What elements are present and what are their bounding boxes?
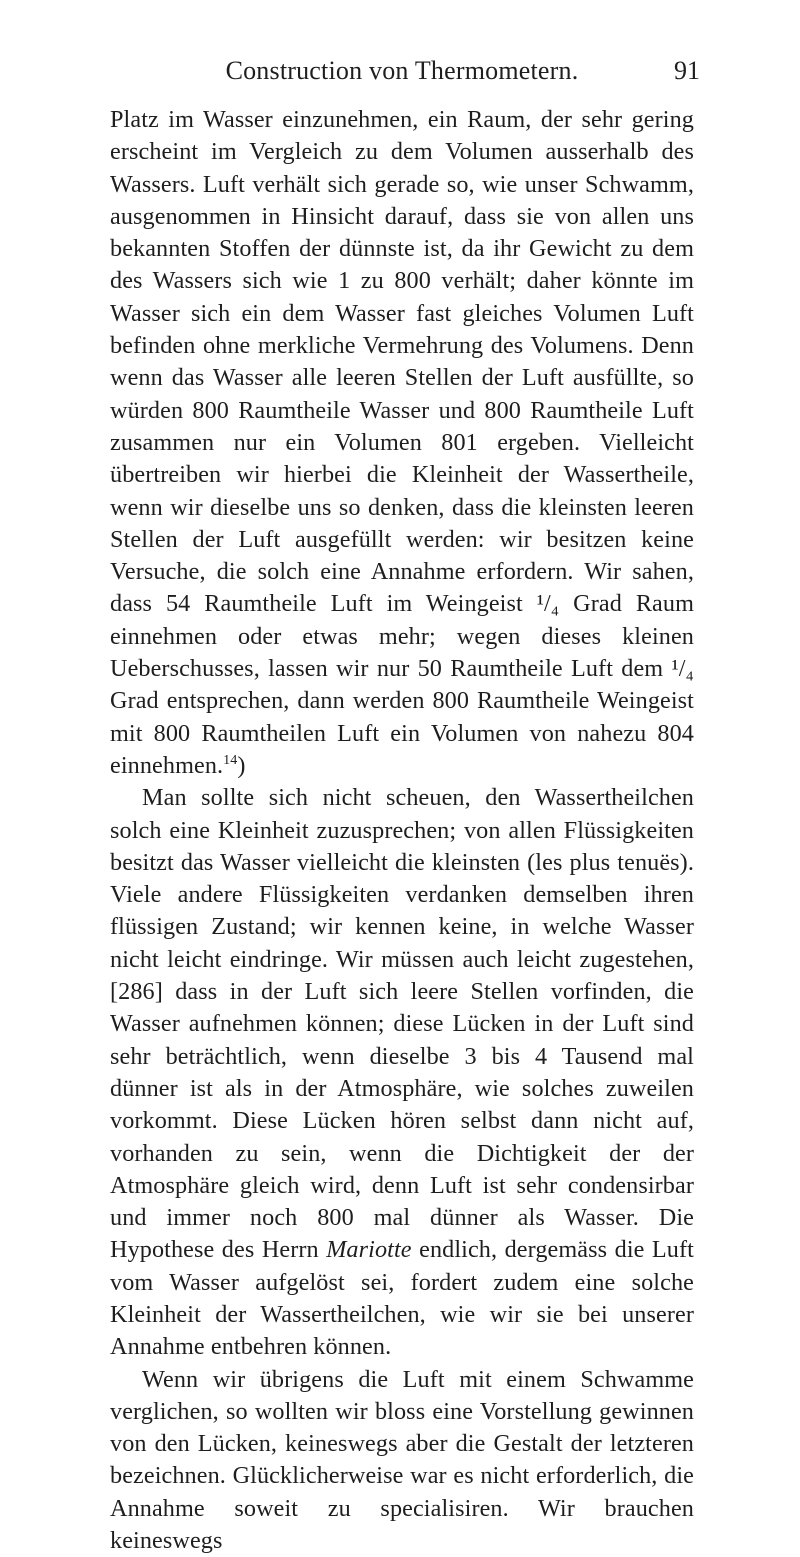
fraction-quarter: ¹/₄ (536, 591, 560, 618)
book-page (110, 56, 700, 1557)
fraction-quarter: ¹/₄ (671, 656, 694, 683)
person-name-italic: Mariotte (326, 1236, 412, 1264)
paragraph-3 (110, 1364, 694, 1557)
text-run: ) (237, 751, 246, 779)
running-head (110, 56, 700, 104)
text-run: endlich, dergemäss die Luft vom Wasser aufgelöst sei, fordert zudem eine solche Kleinheit der Wassertheilchen, wie wir sie bei unserer Annahme entbehren können. (110, 1236, 694, 1361)
paragraph-1 (110, 104, 694, 782)
paragraph-2 (110, 782, 694, 1363)
text-run: Platz im Wasser einzunehmen, ein Raum, der sehr gering erscheint im Vergleich zu dem Volumen ausserhalb des Wassers. Luft verhält sich gerade so, wie unser Schwamm, ausgenommen in Hinsicht darauf, dass sie von allen uns bekannten Stoffen der dünnste ist, da ihr Gewicht zu dem des Wassers sich wie 1 zu 800 verhält; daher könnte im Wasser sich ein dem Wasser fast gleiches Volumen Luft befinden ohne merkliche Vermehrung des Volumens. Denn wenn das Wasser alle leeren Stellen der Luft ausfüllte, so würden 800 Raumtheile Wasser und 800 Raumtheile Luft zusammen nur ein Volumen 801 ergeben. Vielleicht übertreiben wir hierbei die Kleinheit der Wassertheile, wenn wir dieselbe uns so denken, dass die kleinsten leeren Stellen der Luft ausgefüllt werden: wir besitzen keine Versuche, die solch eine Annahme erfordern. Wir sahen, dass 54 Raumtheile Luft im Weingeist (110, 106, 694, 618)
text-run: Grad Raum einnehmen oder etwas mehr; wegen dieses kleinen Ueberschusses, lassen wir nur 50 Raumtheile Luft dem (110, 590, 694, 683)
running-head-title: Construction von Thermometern. (225, 56, 579, 85)
page-number: 91 (674, 56, 700, 85)
text-run: Man sollte sich nicht scheuen, den Wassertheilchen solch eine Kleinheit zuzusprechen; von allen Flüssigkeiten besitzt das Wasser vielleicht die kleinsten (les plus tenuës). Viele andere Flüssigkeiten verdanken demselben ihren flüssigen Zustand; wir kennen keine, in welche Wasser nicht leicht eindringe. Wir müssen auch leicht zugestehen, [286] dass in der Luft sich leere Stellen vorfinden, die Wasser aufnehmen können; diese Lücken in der Luft sind sehr beträchtlich, wenn dieselbe 3 bis 4 Tausend mal dünner ist als in der Atmosphäre, wie solches zuweilen vorkommt. Diese Lücken hören selbst dann nicht auf, vorhanden zu sein, wenn die Dichtigkeit der der Atmosphäre gleich wird, denn Luft ist sehr condensirbar und immer noch 800 mal dünner als Wasser. Die Hypothese des Herrn (110, 784, 694, 1264)
text-run: Wenn wir übrigens die Luft mit einem Schwamme verglichen, so wollten wir bloss eine Vorstellung gewinnen von den Lücken, keineswegs aber die Gestalt der letzteren bezeichnen. Glücklicherweise war es nicht erforderlich, die Annahme soweit zu specialisiren. Wir brauchen keineswegs (110, 1365, 694, 1555)
body-text (110, 104, 694, 1557)
text-run: Grad entsprechen, dann werden 800 Raumtheile Weingeist mit 800 Raumtheilen Luft ein Volumen von nahezu 804 einnehmen. (110, 687, 694, 779)
footnote-reference: 14 (223, 752, 238, 768)
